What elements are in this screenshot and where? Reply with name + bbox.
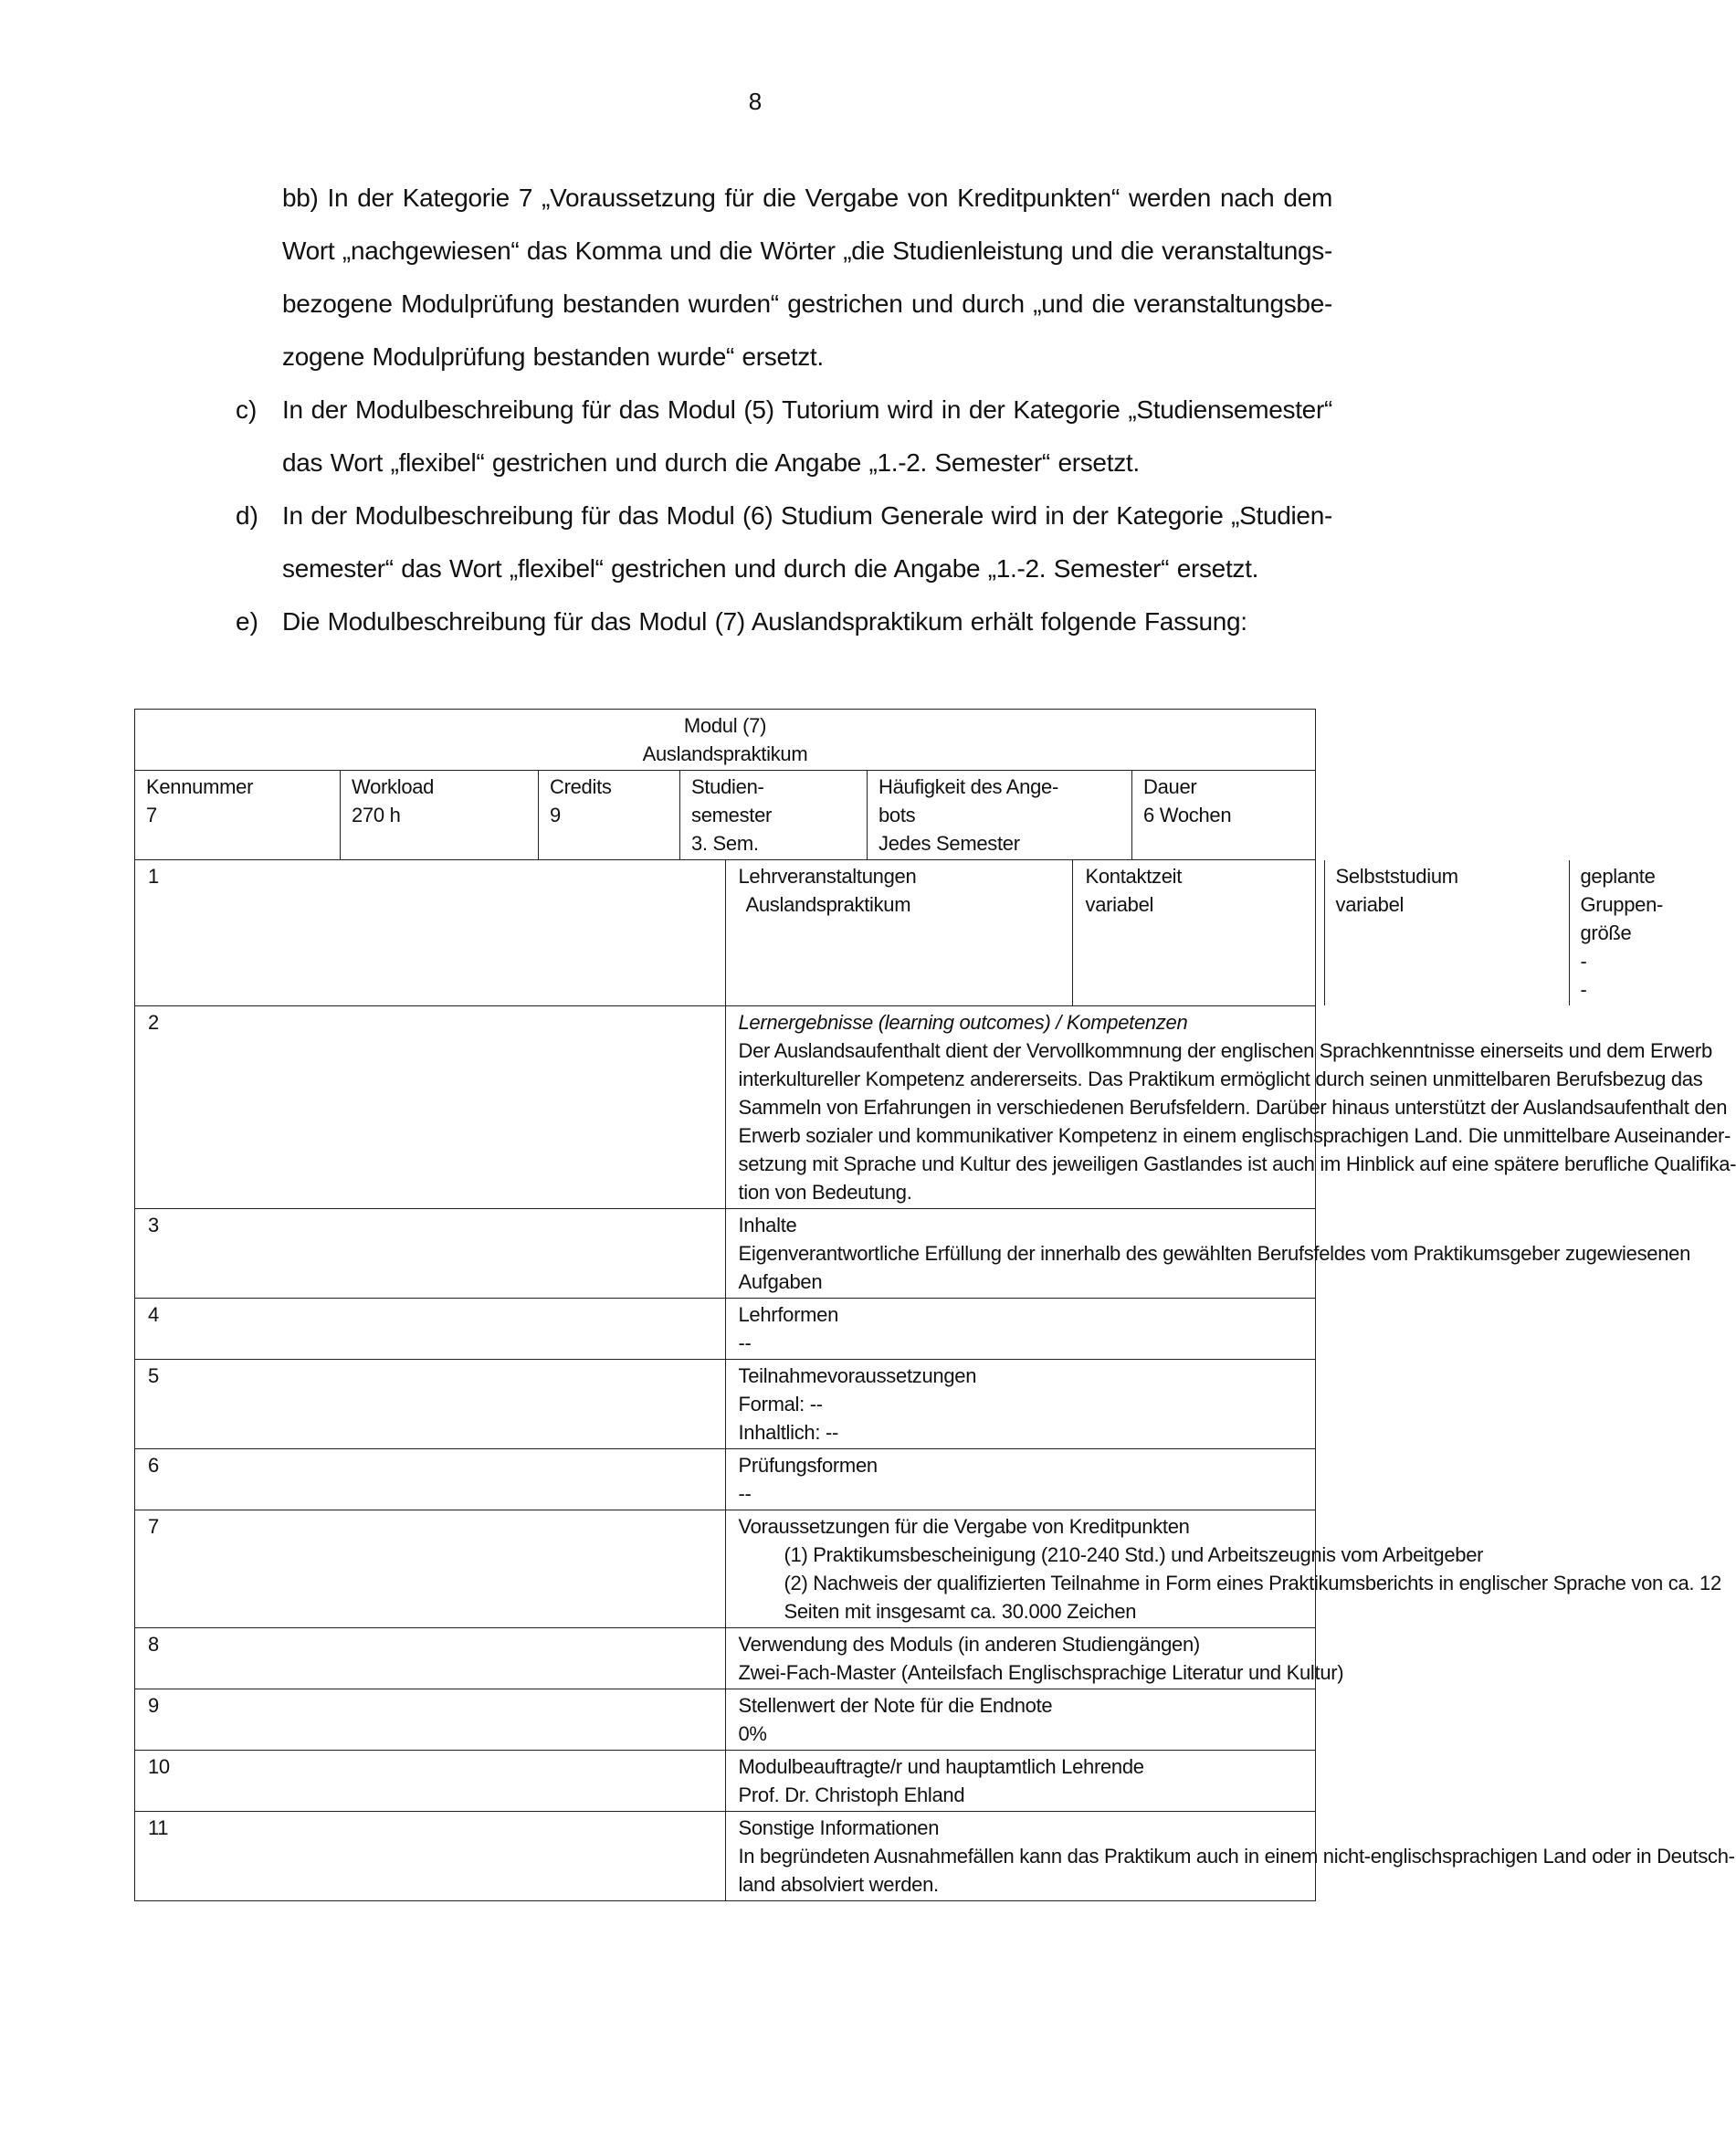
row-text-line: Eigenverantwortliche Erfüllung der innerhalb des gewählten Berufsfeldes vom Praktikumsgeber zugewiesenen [738,1242,1691,1265]
row-content [725,1689,1316,1751]
row-content [725,1751,1316,1812]
row-number: 2 [135,1006,726,1209]
paragraph-line: In der Modulbeschreibung für das Modul (6) Studium Generale wird in der Kategorie „Studien- [282,501,1332,530]
credits-label: Credits [550,775,612,798]
paragraph-e [282,595,1332,648]
row-title: Modulbeauftragte/r und hauptamtlich Lehrende [738,1755,1144,1778]
row-text-line: -- [738,1482,752,1505]
row-content [725,1006,1736,1209]
lehrveranstaltungen-value: Auslandspraktikum [745,893,911,916]
selbststudium-value: variabel [1335,893,1405,916]
row-content [725,1449,1316,1510]
row-text-line: 0% [738,1722,767,1745]
dauer-cell [1132,771,1316,859]
paragraph-d [282,489,1332,595]
paragraph-line: das Wort „flexibel“ gestrichen und durch die Angabe „1.-2. Semester“ ersetzt. [282,448,1140,477]
selbststudium-label: Selbststudium [1335,865,1458,888]
row-number: 10 [135,1751,726,1812]
row-content [725,1209,1691,1299]
row-text-line: land absolviert werden. [738,1873,939,1896]
row-title: Inhalte [738,1214,797,1236]
row-text-line: (1) Praktikumsbescheinigung (210-240 Std.) und Arbeitszeugnis vom Arbeitgeber [784,1543,1484,1566]
workload-value: 270 h [352,804,401,826]
row-number: 6 [135,1449,726,1510]
haeufigkeit-value: Jedes Semester [879,832,1020,855]
row-number: 11 [135,1812,726,1901]
semester-label: semester [691,804,773,826]
row-title: Verwendung des Moduls (in anderen Studiengängen) [738,1633,1200,1656]
table-row [135,1449,1316,1510]
row-title: Voraussetzungen für die Vergabe von Kreditpunkten [738,1515,1190,1538]
row-text-line: setzung mit Sprache und Kultur des jeweiligen Gastlandes ist auch im Hinblick auf eine spätere berufliche Qualifika- [738,1152,1736,1175]
row-number: 3 [135,1209,726,1299]
table-row [135,1209,1316,1299]
header-grid [135,771,1315,859]
row-text-line: tion von Bedeutung. [738,1181,912,1204]
row-title: Prüfungsformen [738,1454,878,1477]
row-content [725,1360,1316,1449]
haeufigkeit-label: Häufigkeit des Ange- [879,775,1059,798]
row-content [725,1812,1735,1901]
row-number: 5 [135,1360,726,1449]
row1-content [725,860,1664,1006]
kontaktzeit-cell [1072,860,1324,1005]
row-text-line: Aufgaben [738,1270,823,1293]
kennnummer-value: 7 [146,804,157,826]
row-title: Lernergebnisse (learning outcomes) / Kompetenzen [738,1011,1188,1034]
row-number: 8 [135,1628,726,1689]
paragraph-line: Die Modulbeschreibung für das Modul (7) Auslandspraktikum erhält folgende Fassung: [282,607,1247,636]
module-title-cell [135,710,1316,771]
row-number: 4 [135,1299,726,1360]
row-title: Stellenwert der Note für die Endnote [738,1694,1053,1717]
haeufigkeit-cell [868,771,1132,859]
row-text-line: Seiten mit insgesamt ca. 30.000 Zeichen [784,1600,1137,1623]
row-content [725,1299,1316,1360]
module-header-row [135,771,1316,860]
lehrveranstaltungen-cell [726,860,1073,1005]
row-number: 1 [135,860,726,1006]
row-title: Lehrformen [738,1303,839,1326]
row-text-line: -- [738,1331,752,1354]
workload-cell [341,771,539,859]
table-row [135,860,1316,1006]
row-text-line: Prof. Dr. Christoph Ehland [738,1784,965,1806]
credits-value: 9 [550,804,561,826]
credits-cell [539,771,680,859]
row-text-line: Zwei-Fach-Master (Anteilsfach Englischsprachige Literatur und Kultur) [738,1661,1344,1684]
page-number: 8 [748,88,763,115]
semester-cell [680,771,868,859]
kennnummer-cell [135,771,341,859]
module-title-row [135,710,1316,771]
selbststudium-cell [1324,860,1569,1005]
table-row [135,1299,1316,1360]
kontaktzeit-label: Kontaktzeit [1085,865,1183,888]
paragraph-line: In der Modulbeschreibung für das Modul (5) Tutorium wird in der Kategorie „Studiensemester“ [282,395,1332,424]
table-row [135,1360,1316,1449]
lehrveranstaltungen-label: Lehrveranstaltungen [738,865,917,888]
kontaktzeit-value: variabel [1085,893,1154,916]
dauer-label: Dauer [1143,775,1197,798]
list-marker-d: d) [236,501,258,530]
row-content [725,1510,1721,1628]
semester-value: 3. Sem. [691,832,759,855]
semester-label: Studien- [691,775,764,798]
table-row [135,1751,1316,1812]
kennnummer-label: Kennummer [146,775,254,798]
workload-label: Workload [352,775,435,798]
row-text-line: Formal: -- [738,1393,823,1415]
table-row [135,1689,1316,1751]
row-number: 7 [135,1510,726,1628]
paragraph-line: zogene Modulprüfung bestanden wurde“ ersetzt. [282,342,824,371]
row-text-line: interkultureller Kompetenz andererseits. Das Praktikum ermöglicht durch seinen unmittelbaren Berufsbezug das [738,1068,1703,1090]
row-number: 9 [135,1689,726,1751]
row1-grid: Lehrveranstaltungen Auslandspraktikum Kontaktzeit variabel Selbststudium variabel geplante Gruppen- größe -- [726,860,1570,1005]
row-text-line: Der Auslandsaufenthalt dient der Vervollkommnung der englischen Sprachkenntnisse einerseits und dem Erwerb [738,1039,1712,1062]
module-header-cell [135,771,1316,860]
paragraph-line: bezogene Modulprüfung bestanden wurden“ gestrichen und durch „und die veranstaltungsbe- [282,289,1332,318]
row-title: Sonstige Informationen [738,1816,940,1839]
row-text-line: Sammeln von Erfahrungen in verschiedenen Berufsfeldern. Darüber hinaus unterstützt der Auslandsaufenthalt den [738,1096,1728,1119]
row-text-line: In begründeten Ausnahmefällen kann das Praktikum auch in einem nicht-englischsprachigen Land oder in Deutsch- [738,1845,1735,1868]
table-row [135,1006,1316,1209]
row-text-line: Erwerb sozialer und kommunikativer Kompetenz in einem englischsprachigen Land. Die unmittelbare Auseinander- [738,1124,1731,1147]
row-title: Teilnahmevoraussetzungen [738,1364,977,1387]
row-content [725,1628,1344,1689]
row-text-line: (2) Nachweis der qualifizierten Teilnahme in Form eines Praktikumsberichts in englischer Sprache von ca. 12 [784,1572,1721,1594]
table-row [135,1812,1316,1901]
table-row [135,1628,1316,1689]
module-subtitle: Auslandspraktikum [642,742,808,765]
module-title: Modul (7) [683,714,767,737]
paragraph-line: semester“ das Wort „flexibel“ gestrichen und durch die Angabe „1.-2. Semester“ ersetzt. [282,554,1259,583]
paragraph-line: Wort „nachgewiesen“ das Komma und die Wörter „die Studienleistung und die veranstaltungs- [282,237,1332,265]
list-marker-c: c) [236,395,258,424]
list-marker-e: e) [236,607,258,636]
paragraph-bb [282,172,1332,384]
table-row [135,1510,1316,1628]
haeufigkeit-label: bots [879,804,916,826]
paragraph-line: bb) In der Kategorie 7 „Voraussetzung für die Vergabe von Kreditpunkten“ werden nach dem [282,184,1332,212]
paragraph-c [282,384,1332,489]
row-text-line: Inhaltlich: -- [738,1421,839,1444]
dauer-value: 6 Wochen [1143,804,1232,826]
module-table [134,709,1736,1901]
